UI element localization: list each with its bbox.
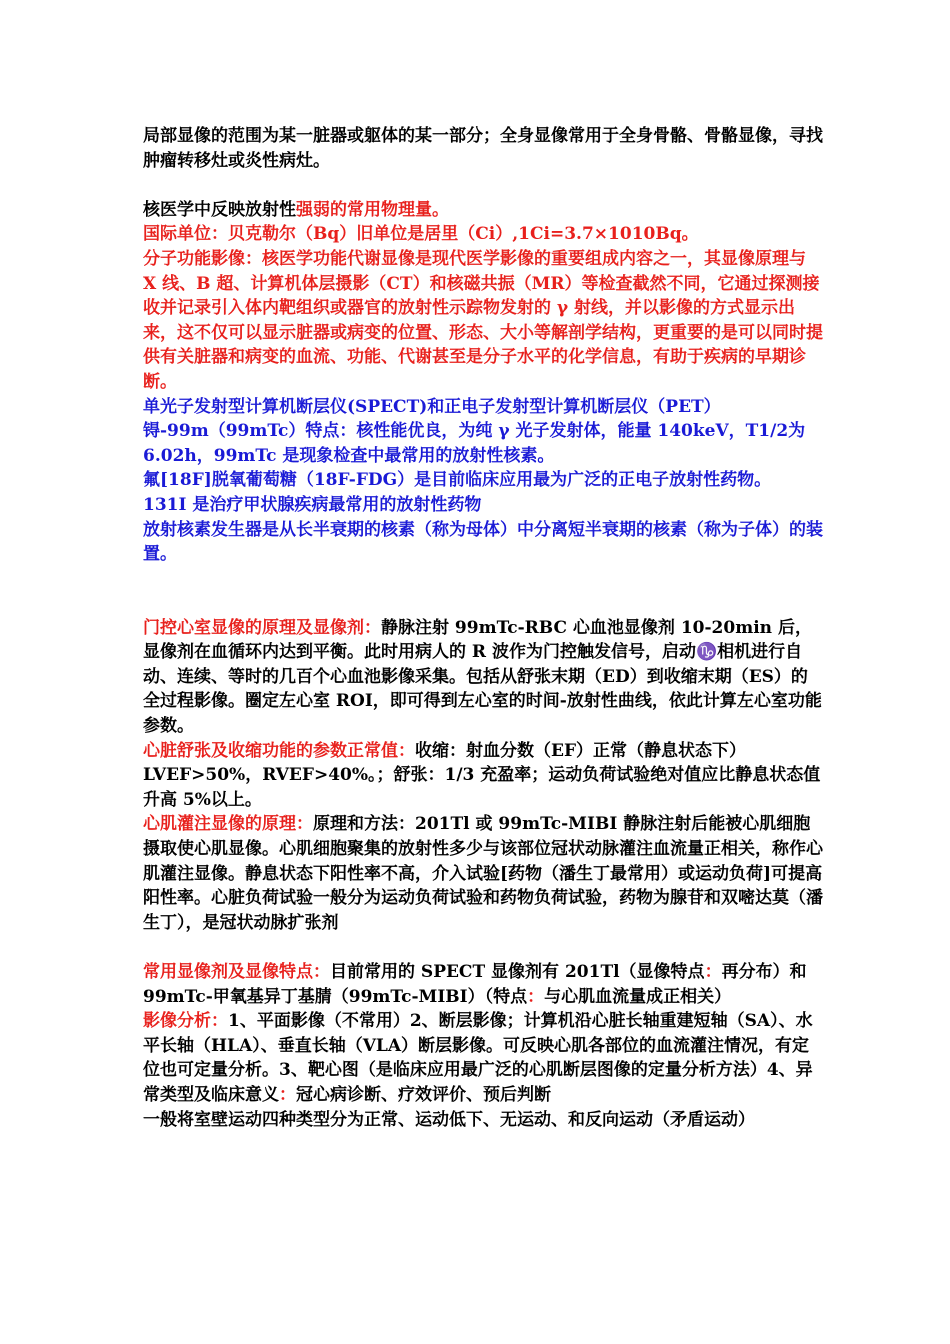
paragraph-cardiac-parameters: 心脏舒张及收缩功能的参数正常值：收缩：射血分数（EF）正常（静息状态下）LVEF>50%，RVEF>40%。；舒张：1/3 充盈率；运动负荷试验绝对值应比静息状态值升高 5%以上。 <box>143 740 821 810</box>
paragraph-wall-motion: 一般将室壁运动四种类型分为正常、运动低下、无运动、和反向运动（矛盾运动） <box>143 1109 755 1130</box>
paragraph-spect-pet: 单光子发射型计算机断层仪(SPECT)和正电子发射型计算机断层仪（PET） <box>143 396 721 417</box>
paragraph-generator: 放射核素发生器是从长半衰期的核素（称为母体）中分离短半衰期的核素（称为子体）的装置。 <box>143 519 823 565</box>
paragraph-fdg: 氟[18F]脱氧葡萄糖（18F-FDG）是目前临床应用最为广泛的正电子放射性药物。 <box>143 470 772 491</box>
paragraph-si-unit: 国际单位：贝克勒尔（Bq）旧单位是居里（Ci）,1Ci=3.7×1010Bq。 <box>143 224 699 245</box>
paragraph-tc99m: 锝-99m（99mTc）特点：核性能优良，为纯 γ 光子发射体，能量 140keV，T1/2为 6.02h，99mTc 是现象检查中最常用的放射性核素。 <box>143 421 806 466</box>
paragraph-myocardial-perfusion: 心肌灌注显像的原理：原理和方法：201Tl 或 99mTc-MIBI 静脉注射后能被心肌细胞摄取使心肌显像。心肌细胞聚集的放射性多少与该部位冠状动脉灌注血流量正相关，称作心肌灌注显像。静息状态下阳性率不高，介入试验[药物（潘生丁最常用）或运动负荷]可提高阳性率。心脏负荷试验一般分为运动负荷试验和药物负荷试验，药物为腺苷和双嘧达莫（潘生丁），是冠状动脉扩张剂 <box>143 814 823 933</box>
paragraph-imaging-agents: 常用显像剂及显像特点：目前常用的 SPECT 显像剂有 201Tl（显像特点：再分布）和 99mTc-甲氧基异丁基腈（99mTc-MIBI）（特点：与心肌血流量成正相关） <box>143 962 807 1007</box>
paragraph-i131: 131I 是治疗甲状腺疾病最常用的放射性药物 <box>143 494 482 515</box>
paragraph-molecular-imaging: 分子功能影像：核医学功能代谢显像是现代医学影像的重要组成内容之一，其显像原理与 X 线、B 超、计算机体层摄影（CT）和核磁共振（MR）等检查截然不同，它通过探测接收并记录引入体内靶组织或器官的放射性示踪物发射的 γ 射线，并以影像的方式显示出来，这不仅可以显示脏器或病变的位置、形态、大小等解剖学结构，更重要的是可以同时提供有关脏器和病变的血流、功能、代谢甚至是分子水平的化学信息，有助于疾病的早期诊断。 <box>143 248 823 392</box>
paragraph-image-analysis: 影像分析：1、平面影像（不常用）2、断层影像；计算机沿心脏长轴重建短轴（SA）、水平长轴（HLA）、垂直长轴（VLA）断层影像。可反映心肌各部位的血流灌注情况，有定位也可定量分析。3、靶心图（是临床应用最广泛的心肌断层图像的定量分析方法）4、异常类型及临床意义：冠心病诊断、疗效评价、预后判断 <box>143 1011 813 1105</box>
paragraph-gated-ventricular: 门控心室显像的原理及显像剂：静脉注射 99mTc-RBC 心血池显像剂 10-20min 后，显像剂在血循环内达到平衡。此时用病人的 R 波作为门控触发信号，启动♑相机进行自动、连续、等时的几百个心血池影像采集。包括从舒张末期（ED）到收缩末期（ES）的全过程影像。圈定左心室 ROI，即可得到左心室的时间-放射性曲线，依此计算左心室功能参数。 <box>143 617 822 737</box>
paragraph-radioactivity-quantity: 核医学中反映放射性强弱的常用物理量。 <box>143 199 449 220</box>
paragraph-local-imaging: 局部显像的范围为某一脏器或躯体的某一部分；全身显像常用于全身骨骼、骨骼显像，寻找肿瘤转移灶或炎性病灶。 <box>143 126 823 171</box>
document-body <box>143 124 823 1132</box>
